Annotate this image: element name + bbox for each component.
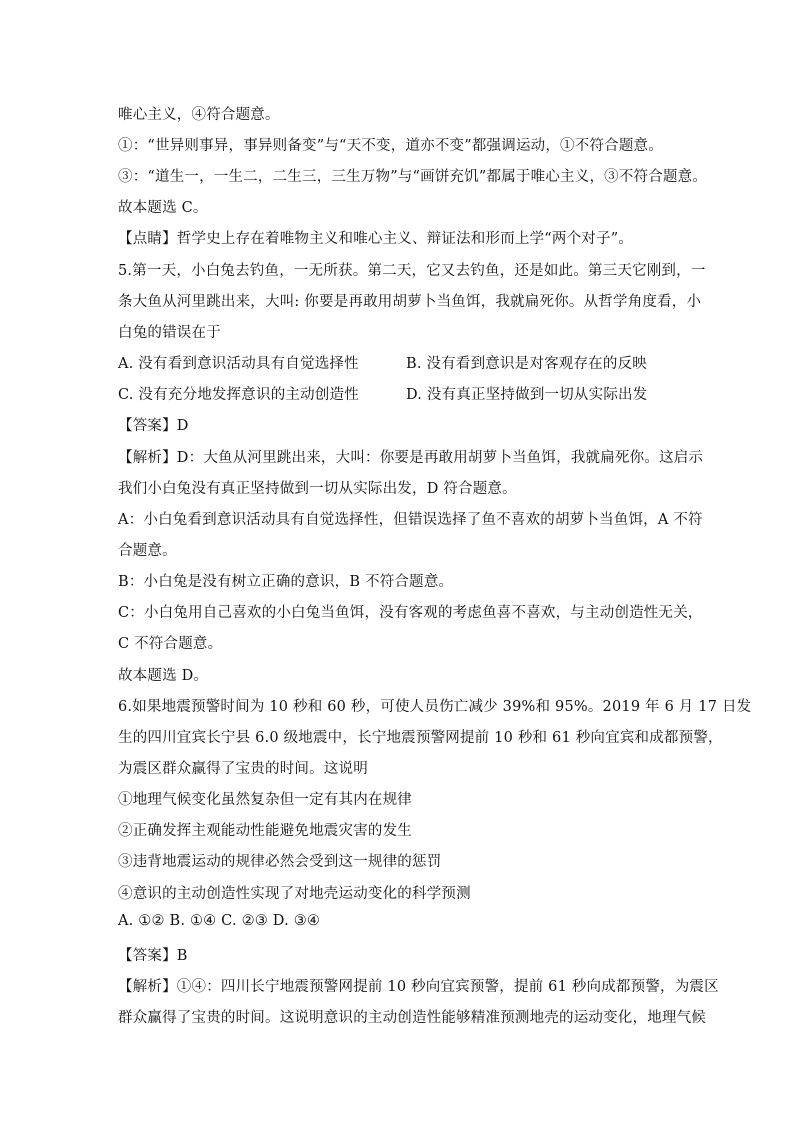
statement-4: ④意识的主动创造性实现了对地壳运动变化的科学预测 bbox=[118, 886, 471, 902]
answer-line: 【答案】D bbox=[118, 418, 189, 434]
answer-line: 【答案】B bbox=[118, 948, 188, 964]
statement-1: ①地理气候变化虽然复杂但一定有其内在规律 bbox=[118, 792, 412, 808]
option-c: C. 没有充分地发挥意识的主动创造性 bbox=[118, 387, 359, 403]
text-line: ①：“世异则事异，事异则备变”与“天不变，道亦不变”都强调运动，①不符合题意。 bbox=[118, 138, 663, 154]
question-5-line: 条大鱼从河里跳出来，大叫: 你要是再敢用胡萝卜当鱼饵，我就扁死你。从哲学角度看，小 bbox=[118, 294, 702, 310]
option-a: A. 没有看到意识活动具有自觉选择性 bbox=[118, 356, 359, 372]
analysis-line: 【解析】①④：四川长宁地震预警网提前 10 秒向宜宾预警，提前 61 秒向成都预警，为震区 bbox=[118, 979, 719, 995]
statement-3: ③违背地震运动的规律必然会受到这一规律的惩罚 bbox=[118, 854, 442, 870]
choice-options: A. ①② B. ①④ C. ②③ D. ③④ bbox=[118, 913, 321, 929]
analysis-line: 合题意。 bbox=[118, 543, 177, 559]
text-line: ③：“道生一，一生二，二生三，三生万物”与“画饼充饥”都属于唯心主义，③不符合题意。 bbox=[118, 169, 708, 185]
option-d: D. 没有真正坚持做到一切从实际出发 bbox=[406, 387, 648, 403]
question-6-line: 6.如果地震预警时间为 10 秒和 60 秒，可使人员伤亡减少 39%和 95%。2019 年 6 月 17 日发 bbox=[118, 699, 752, 715]
analysis-line: C 不符合题意。 bbox=[118, 636, 223, 652]
text-line: 故本题选 C。 bbox=[118, 200, 208, 216]
question-5-line: 白兔的错误在于 bbox=[118, 325, 221, 341]
question-5-line: 5.第一天，小白兔去钓鱼，一无所获。第二天，它又去钓鱼，还是如此。第三天它刚到，一 bbox=[118, 263, 706, 279]
text-line: 唯心主义，④符合题意。 bbox=[118, 107, 280, 123]
option-b: B. 没有看到意识是对客观存在的反映 bbox=[406, 356, 647, 372]
conclusion-line: 故本题选 D。 bbox=[118, 668, 209, 684]
analysis-line: B：小白兔是没有树立正确的意识，B 不符合题意。 bbox=[118, 574, 454, 590]
tip-heading-line: 【点睛】哲学史上存在着唯物主义和唯心主义、辩证法和形而上学“两个对子”。 bbox=[118, 231, 634, 247]
question-6-line: 生的四川宜宾长宁县 6.0 级地震中，长宁地震预警网提前 10 秒和 61 秒向宜宾和成都预警， bbox=[118, 730, 723, 746]
analysis-line: 群众赢得了宝贵的时间。这说明意识的主动创造性能够精准预测地壳的运动变化，地理气候 bbox=[118, 1010, 706, 1026]
analysis-line: A：小白兔看到意识活动具有自觉选择性，但错误选择了鱼不喜欢的胡萝卜当鱼饵，A 不符 bbox=[118, 512, 703, 528]
analysis-line: C：小白兔用自己喜欢的小白兔当鱼饵，没有客观的考虑鱼喜不喜欢，与主动创造性无关， bbox=[118, 605, 703, 621]
analysis-line: 我们小白兔没有真正坚持做到一切从实际出发，D 符合题意。 bbox=[118, 481, 517, 497]
analysis-line: 【解析】D：大鱼从河里跳出来，大叫：你要是再敢用胡萝卜当鱼饵，我就扁死你。这启示 bbox=[118, 450, 704, 466]
statement-2: ②正确发挥主观能动性能避免地震灾害的发生 bbox=[118, 823, 412, 839]
question-6-line: 为震区群众赢得了宝贵的时间。这说明 bbox=[118, 761, 368, 777]
